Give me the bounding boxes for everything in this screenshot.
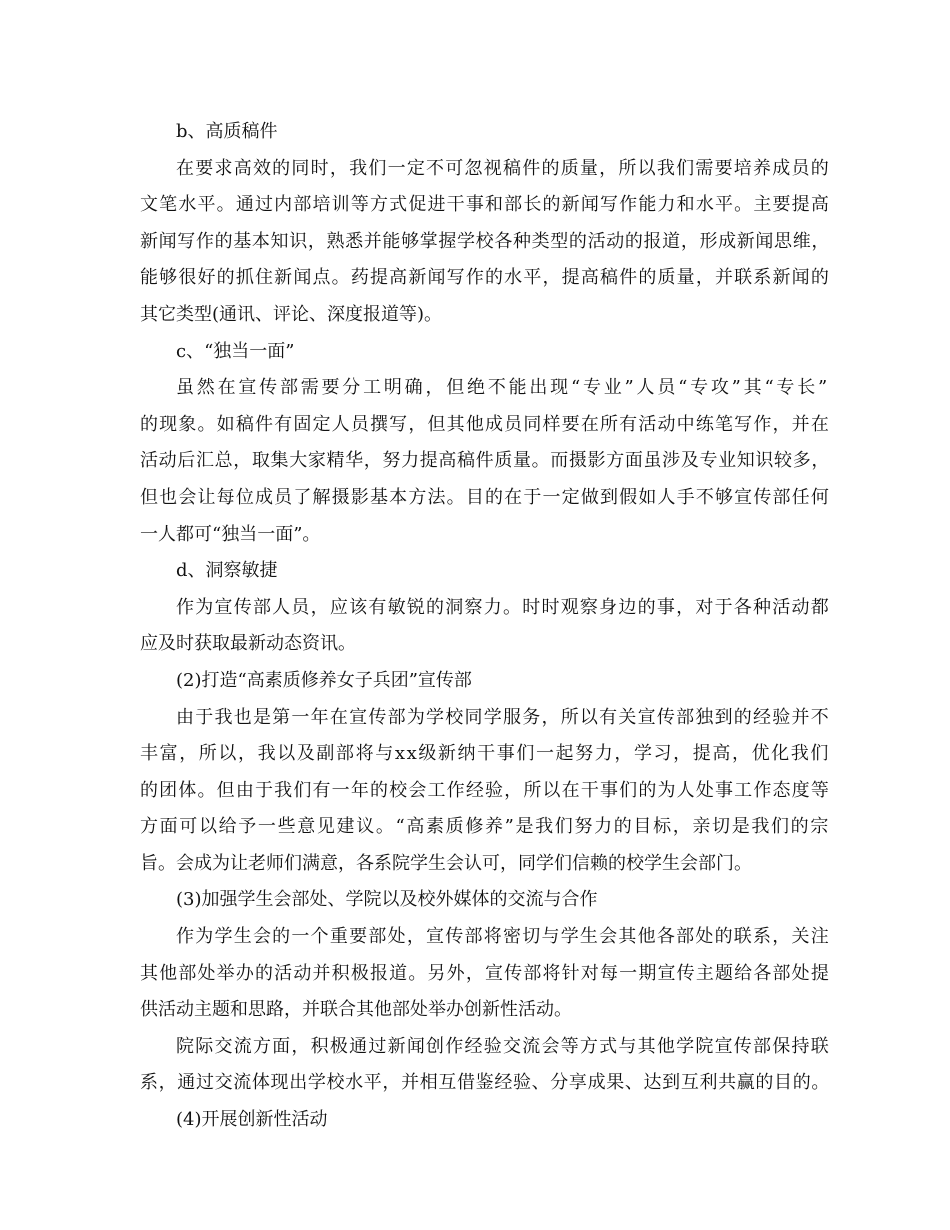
- text-line-content: d、洞察敏捷: [176, 560, 278, 582]
- document-body: [140, 114, 830, 1139]
- text-line-content: 在要求高效的同时，我们一定不可忽视稿件的质量，所以我们需要培养成员的: [176, 157, 830, 179]
- text-line-content: 方面可以给予一些意见建议。“高素质修养”是我们努力的目标，亲切是我们的宗: [140, 816, 830, 838]
- text-line: [140, 260, 830, 297]
- text-line-content: 能够很好的抓住新闻点。药提高新闻写作的水平，提高稿件的质量，并联系新闻的: [140, 267, 831, 289]
- text-line-content: 丰富，所以，我以及副部将与xx级新纳干事们一起努力，学习，提高，优化我们: [140, 743, 830, 765]
- text-line: [140, 480, 830, 517]
- text-line: [140, 517, 830, 554]
- text-line: [140, 553, 830, 590]
- text-line-content: 供活动主题和思路，并联合其他部处举办创新性活动。: [140, 999, 572, 1021]
- text-line-content: 的团体。但由于我们有一年的校会工作经验，所以在干事们的为人处事工作态度等: [140, 779, 831, 801]
- text-line-content: (2)打造“高素质修养女子兵团”宣传部: [176, 669, 472, 691]
- text-line: [140, 626, 830, 663]
- text-line-content: (4)开展创新性活动: [176, 1109, 328, 1131]
- text-line: [140, 846, 830, 883]
- text-line-content: 系，通过交流体现出学校水平，并相互借鉴经验、分享成果、达到互利共赢的目的。: [140, 1072, 831, 1094]
- text-line: [140, 809, 830, 846]
- text-line-content: 活动后汇总，取集大家精华，努力提高稿件质量。而摄影方面虽涉及专业知识较多，: [140, 450, 831, 472]
- text-line-content: 由于我也是第一年在宣传部为学校同学服务，所以有关宣传部独到的经验并不: [176, 706, 830, 728]
- text-line-content: 应及时获取最新动态资讯。: [140, 633, 356, 655]
- text-line: [140, 407, 830, 444]
- text-line-content: 院际交流方面，积极通过新闻创作经验交流会等方式与其他学院宣传部保持联: [176, 1035, 830, 1057]
- text-line: [140, 773, 830, 810]
- text-line: [140, 736, 830, 773]
- text-line-content: 作为宣传部人员，应该有敏锐的洞察力。时时观察身边的事，对于各种活动都: [176, 596, 830, 618]
- text-line: [140, 224, 830, 261]
- text-line: [140, 992, 830, 1029]
- text-line-content: 但也会让每位成员了解摄影基本方法。目的在于一定做到假如人手不够宣传部任何: [140, 486, 831, 508]
- text-line: [140, 370, 830, 407]
- text-line-content: (3)加强学生会部处、学院以及校外媒体的交流与合作: [176, 889, 598, 911]
- text-line-content: 文笔水平。通过内部培训等方式促进干事和部长的新闻写作能力和水平。主要提高: [140, 194, 831, 216]
- text-line: [140, 297, 830, 334]
- text-line: [140, 151, 830, 188]
- text-line: [140, 956, 830, 993]
- text-line: [140, 663, 830, 700]
- text-line: [140, 114, 830, 151]
- text-line: [140, 882, 830, 919]
- text-line-content: 的现象。如稿件有固定人员撰写，但其他成员同样要在所有活动中练笔写作，并在: [140, 413, 831, 435]
- text-line-content: 新闻写作的基本知识，熟悉并能够掌握学校各种类型的活动的报道，形成新闻思维，: [140, 230, 831, 252]
- text-line-content: c、“独当一面”: [176, 340, 295, 362]
- text-line-content: 其他部处举办的活动并积极报道。另外，宣传部将针对每一期宣传主题给各部处提: [140, 962, 831, 984]
- text-line-content: 虽然在宣传部需要分工明确，但绝不能出现“专业”人员“专攻”其“专长”: [176, 377, 831, 399]
- text-line-content: 旨。会成为让老师们满意，各系院学生会认可，同学们信赖的校学生会部门。: [140, 852, 752, 874]
- text-line-content: b、高质稿件: [176, 121, 278, 142]
- text-line: [140, 919, 830, 956]
- text-line: [140, 590, 830, 627]
- text-line-content: 一人都可“独当一面”。: [140, 523, 321, 545]
- text-line: [140, 334, 830, 371]
- text-line: [140, 1065, 830, 1102]
- text-line-content: 作为学生会的一个重要部处，宣传部将密切与学生会其他各部处的联系，关注: [176, 926, 830, 948]
- text-line: [140, 700, 830, 737]
- text-line: [140, 443, 830, 480]
- text-line-content: 其它类型(通讯、评论、深度报道等)。: [140, 303, 443, 325]
- text-line: [140, 1029, 830, 1066]
- text-line: [140, 1102, 830, 1139]
- text-line: [140, 187, 830, 224]
